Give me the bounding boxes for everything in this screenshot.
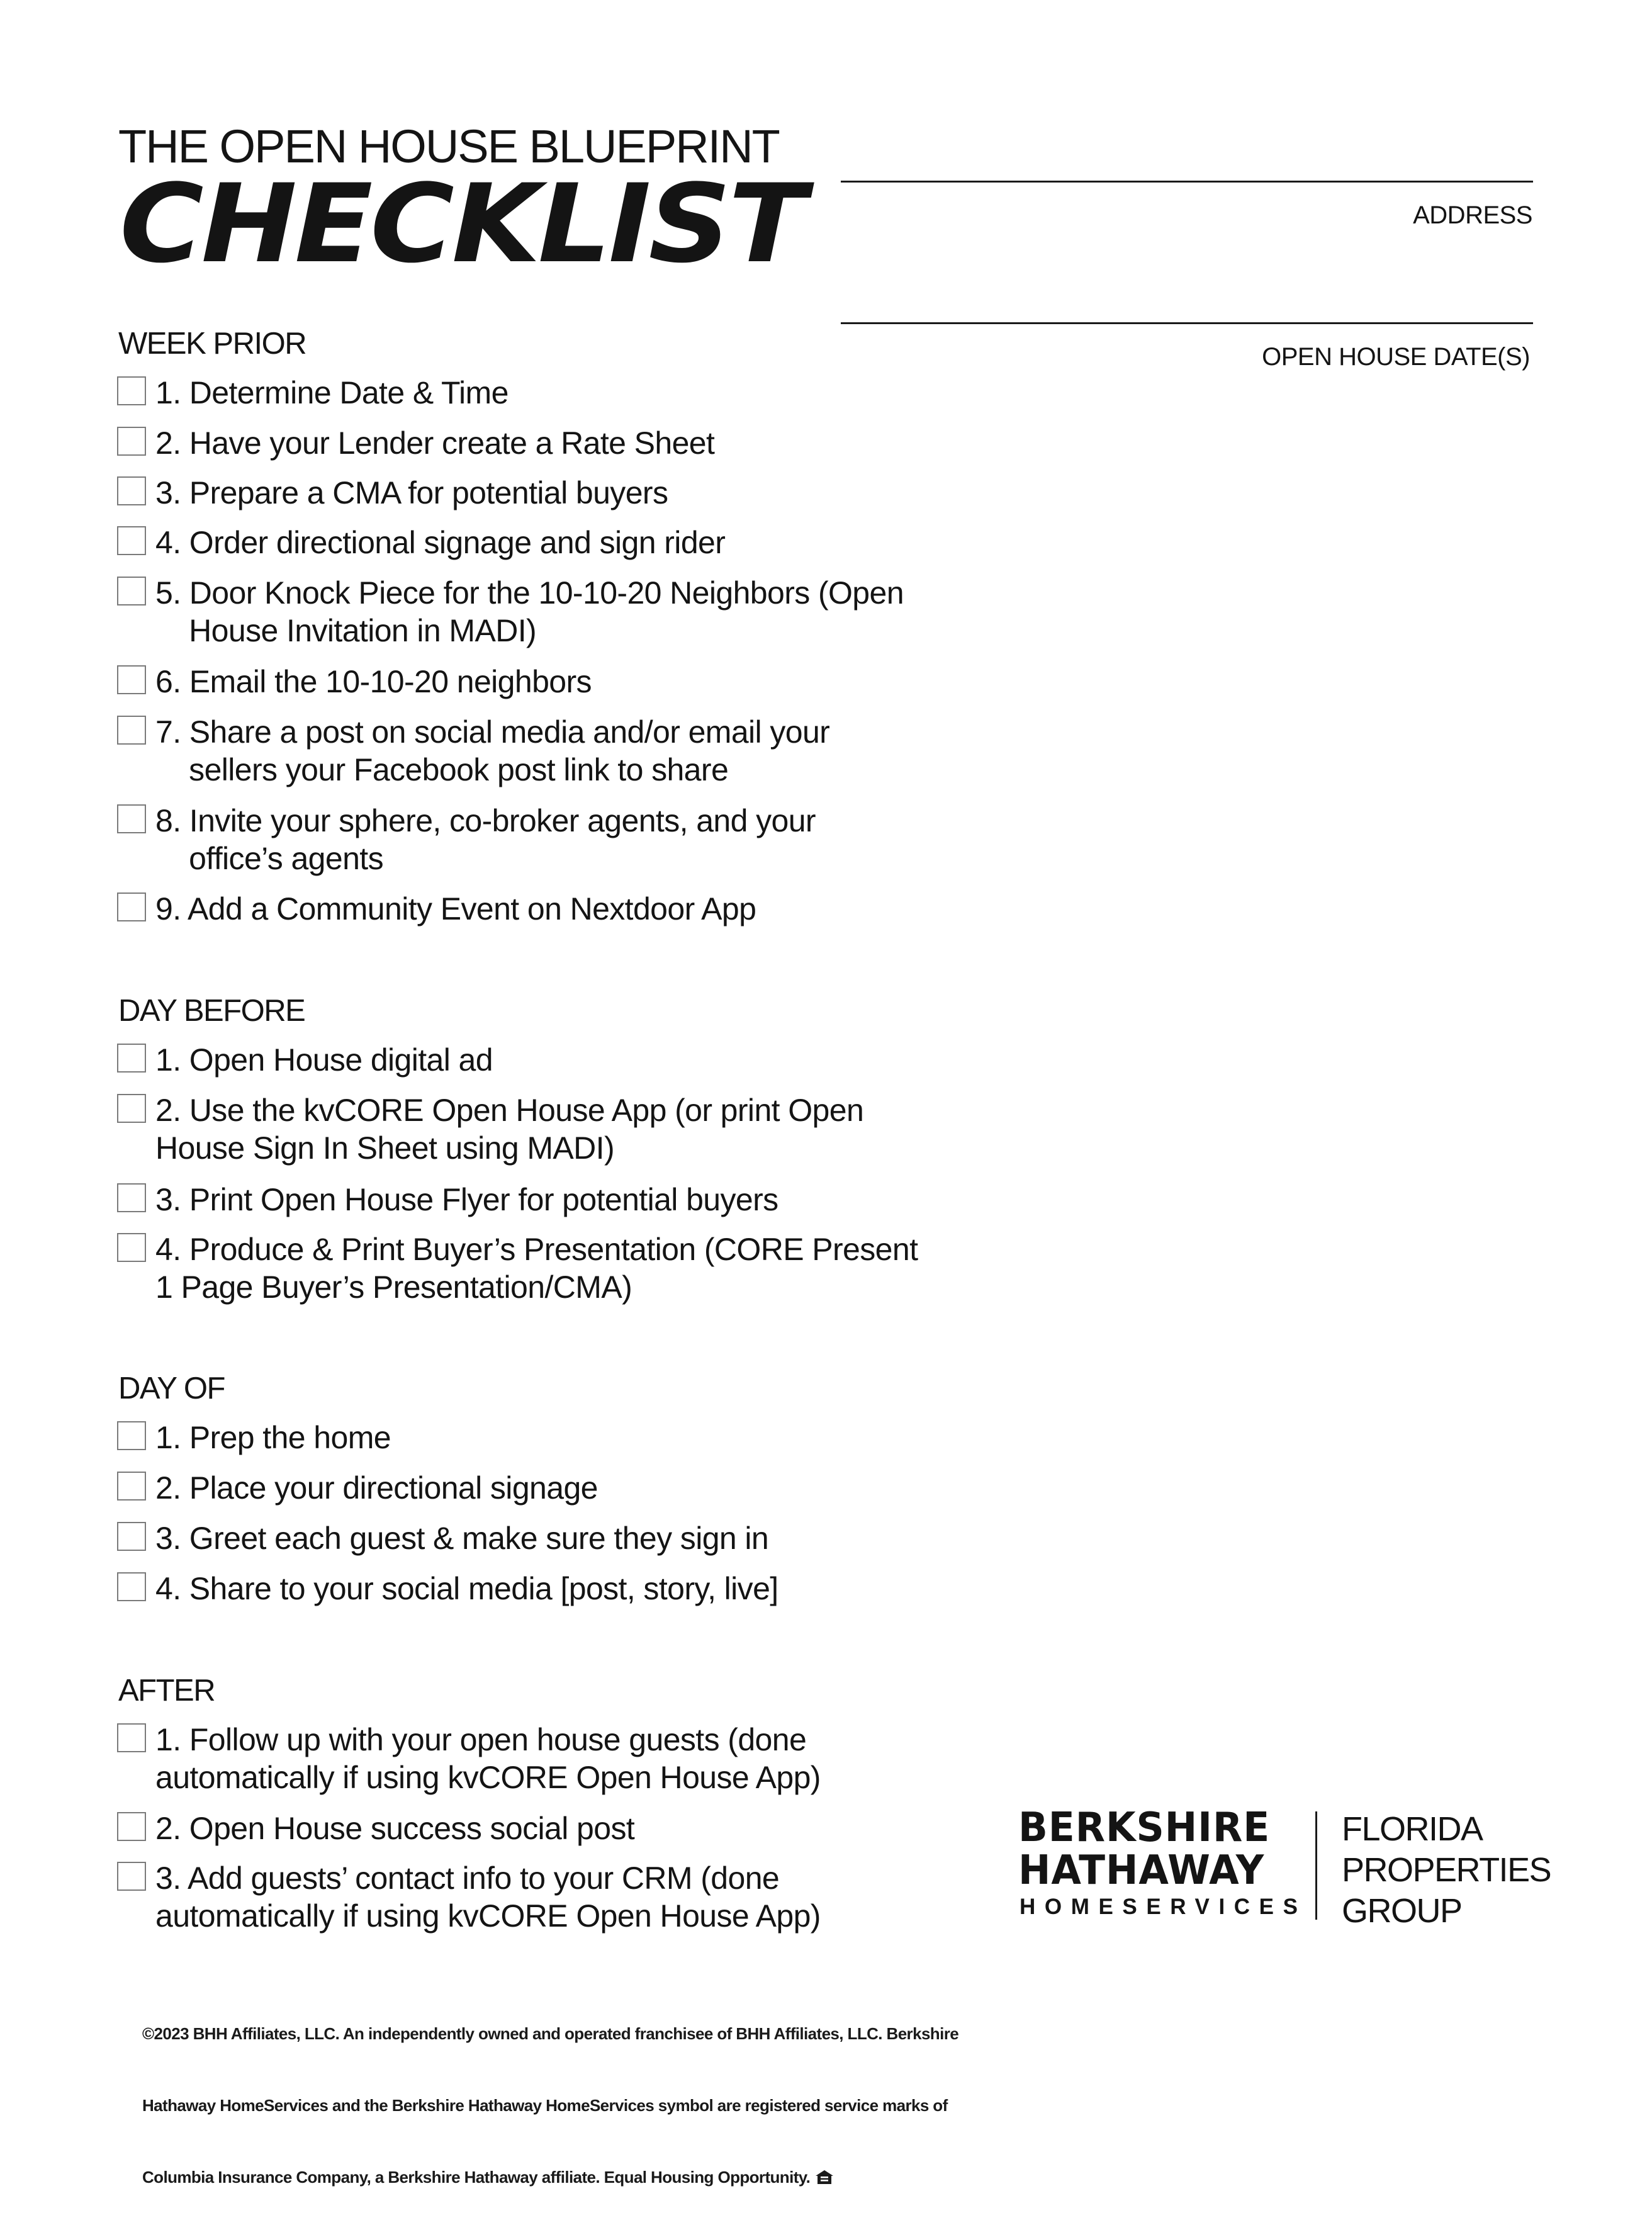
checkbox[interactable] [117,1862,146,1891]
item-text: 2. Have your Lender create a Rate Sheet [155,425,715,461]
checkbox[interactable] [117,1421,146,1450]
item-text: 9. Add a Community Event on Nextdoor App [155,891,756,926]
title-checklist: CHECKLIST [120,160,804,287]
address-label: ADDRESS [1413,201,1532,229]
item-text: 2. Place your directional signage [155,1470,598,1506]
equal-housing-icon [815,2167,834,2182]
checkbox[interactable] [117,526,146,555]
berkshire-hathaway-logo [1018,1806,1270,1892]
logo-group-line-1: FLORIDA [1342,1810,1483,1848]
checkbox[interactable] [117,1812,146,1841]
item-text: 4. Produce & Print Buyer’s Presentation (CORE Present 1 Page Buyer’s Presentation/CMA) [155,1232,918,1305]
checkbox[interactable] [117,1723,146,1752]
section-heading-week-prior: WEEK PRIOR [118,327,306,361]
item-text: 8. Invite your sphere, co-broker agents, and your office’s agents [155,803,816,876]
checkbox[interactable] [117,1233,146,1262]
checkbox[interactable] [117,1183,146,1212]
checkbox[interactable] [117,476,146,505]
address-field-line[interactable] [841,181,1533,183]
checkbox[interactable] [117,1472,146,1501]
item-text: 3. Print Open House Flyer for potential buyers [155,1182,778,1217]
item-text: 7. Share a post on social media and/or email your sellers your Facebook post link to share [155,714,830,787]
checkbox[interactable] [117,1094,146,1123]
checkbox[interactable] [117,1522,146,1551]
logo-line-homeservices: HOMESERVICES [1020,1895,1307,1919]
item-text: 5. Door Knock Piece for the 10-10-20 Neighbors (Open House Invitation in MADI) [155,575,904,648]
logo-divider [1315,1811,1317,1920]
section-heading-after: AFTER [118,1674,215,1708]
item-text: 1. Follow up with your open house guests (done automatically if using kvCORE Open House App) [155,1722,821,1795]
checkbox[interactable] [117,665,146,694]
footer-line-2: Hathaway HomeServices and the Berkshire Hathaway HomeServices symbol are registered service marks of [142,2096,948,2115]
section-heading-day-before: DAY BEFORE [118,994,305,1028]
checkbox[interactable] [117,1044,146,1073]
item-text: 1. Determine Date & Time [155,375,509,410]
checkbox[interactable] [117,427,146,456]
open-house-date-field-line[interactable] [841,322,1533,324]
item-text: 6. Email the 10-10-20 neighbors [155,664,592,699]
open-house-date-label: OPEN HOUSE DATE(S) [1262,343,1530,371]
item-text: 2. Use the kvCORE Open House App (or print Open House Sign In Sheet using MADI) [155,1093,864,1166]
section-heading-day-of: DAY OF [118,1371,225,1405]
item-text: 1. Prep the home [155,1420,391,1455]
checkbox[interactable] [117,804,146,833]
logo-group-line-2: PROPERTIES [1342,1851,1551,1889]
checkbox[interactable] [117,577,146,605]
item-text: 4. Share to your social media [post, story, live] [155,1571,778,1606]
item-text: 4. Order directional signage and sign rider [155,525,726,560]
title-line-1: THE OPEN HOUSE BLUEPRINT [118,120,779,172]
checkbox[interactable] [117,1572,146,1601]
item-text: 3. Prepare a CMA for potential buyers [155,475,668,510]
item-text: 3. Add guests’ contact info to your CRM (done automatically if using kvCORE Open House App) [155,1861,821,1934]
checkbox[interactable] [117,893,146,921]
legal-footer [142,1974,958,2213]
logo-line-berkshire: BERKSHIRE [1018,1805,1271,1851]
footer-line-3: Columbia Insurance Company, a Berkshire Hathaway affiliate. Equal Housing Opportunity. [142,2168,811,2187]
logo-group-line-3: GROUP [1342,1892,1462,1930]
logo-line-hathaway: HATHAWAY [1018,1847,1265,1894]
item-text: 1. Open House digital ad [155,1042,493,1078]
checkbox[interactable] [117,716,146,745]
checkbox[interactable] [117,376,146,405]
footer-line-1: ©2023 BHH Affiliates, LLC. An independently owned and operated franchisee of BHH Affiliates, LLC. Berkshire [142,2024,959,2043]
florida-properties-group-logo [1342,1809,1551,1932]
item-text: 2. Open House success social post [155,1811,635,1846]
item-text: 3. Greet each guest & make sure they sign in [155,1521,769,1556]
